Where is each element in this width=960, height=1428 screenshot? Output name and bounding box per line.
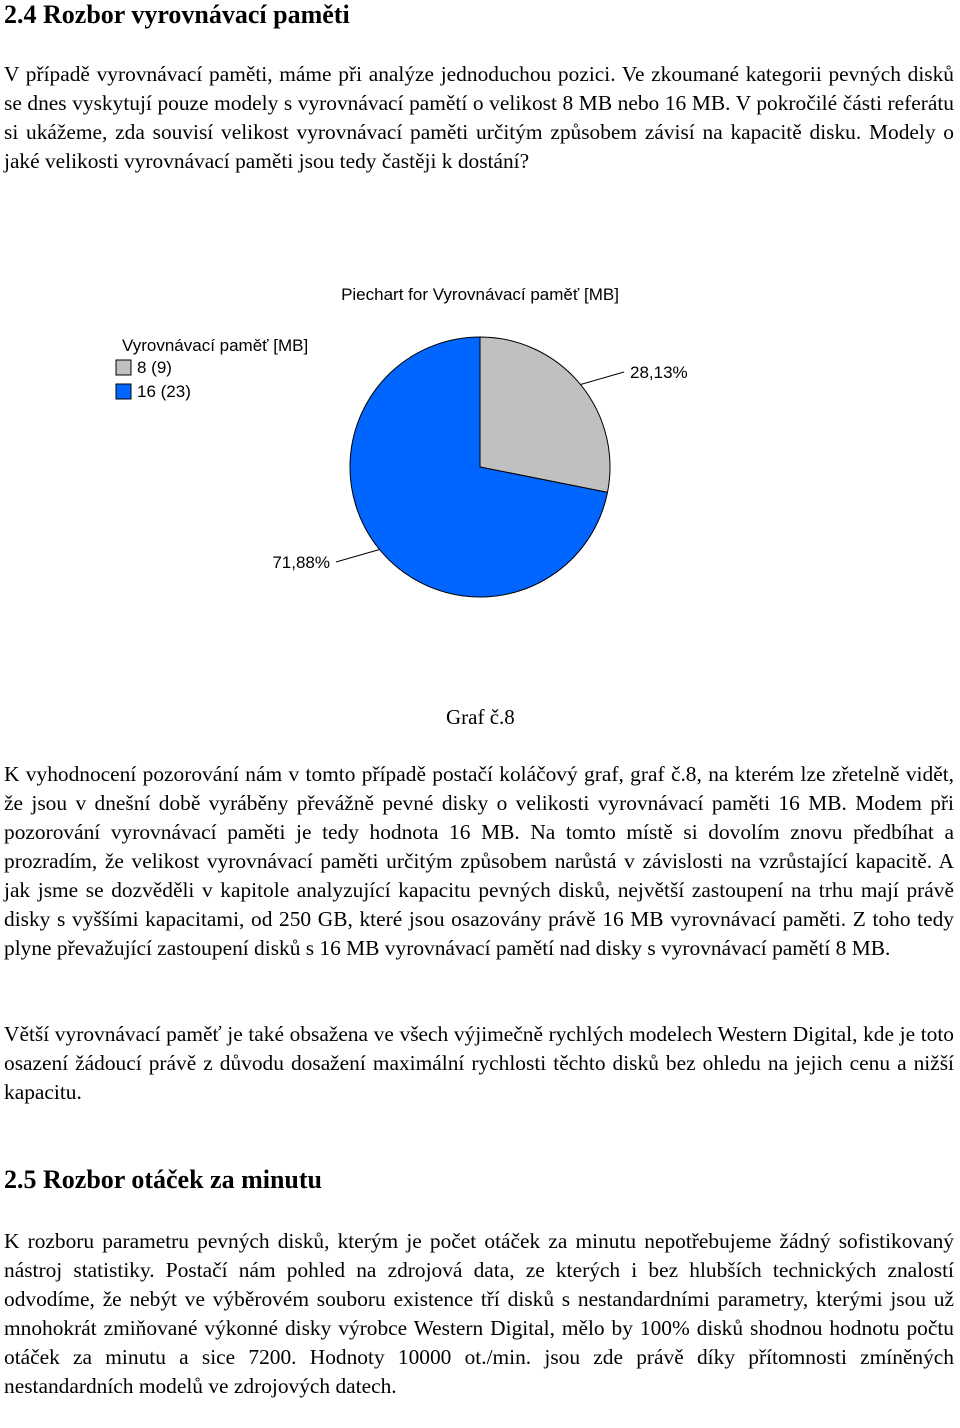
paragraph-western-digital: Větší vyrovnávací paměť je také obsažena ve všech výjimečně rychlých modelech Western Digital, kde je toto osazení žádoucí právě z důvodu dosažení maximální rychlosti těchto disků bez ohledu na jejich cenu a nižší kapacitu. — [4, 1022, 954, 1104]
pie-slices — [350, 337, 610, 597]
pie-chart — [0, 270, 960, 700]
section-heading-2-5: 2.5 Rozbor otáček za minutu — [4, 1165, 323, 1194]
pie-percent-label-0: 28,13% — [630, 363, 688, 382]
pie-slice-0 — [480, 337, 610, 492]
pie-percent-label-1: 71,88% — [272, 553, 330, 572]
chart-title: Piechart for Vyrovnávací paměť [MB] — [341, 285, 619, 304]
paragraph-cache-evaluation: K vyhodnocení pozorování nám v tomto případě postačí koláčový graf, graf č.8, na kterém lze zřetelně vidět, že jsou v dnešní době vyráběny převážně pevné disky o velikosti vyrovnávací paměti 16 MB. Modem při pozorování vyrovnávací paměti je tedy hodnota 16 MB. Na tomto místě si dovolím znovu předbíhat a prozradím, že velikost vyrovnávací paměti určitým způsobem narůstá v závislosti na vzrůstající kapacitě. A jak jsme se dozvěděli v kapitole analyzující kapacitu pevných disků, největší zastoupení na trhu mají právě disky s vyššími kapacitami, od 250 GB, které jsou osazovány právě 16 MB vyrovnávací paměti. Z toho tedy plyne převažující zastoupení disků s 16 MB vyrovnávací pamětí nad disky s vyrovnávací pamětí 8 MB. — [4, 762, 954, 960]
chart-legend — [116, 358, 191, 401]
pie-chart-svg — [0, 270, 960, 700]
pie-leader-line-0 — [580, 372, 624, 385]
legend-swatch-0 — [116, 360, 131, 375]
legend-label-1: 16 (23) — [137, 382, 191, 401]
paragraph-rpm: K rozboru parametru pevných disků, kterým je počet otáček za minutu nepotřebujeme žádný sofistikovaný nástroj statistiky. Postačí nám pohled na zdrojová data, ze kterých i bez hlubších technických znalostí odvodíme, že nebýt ve výběrovém souboru existence tří disků s nestandardními parametry, kterými jsou už mnohokrát zmiňované výkonné disky výrobce Western Digital, mělo by 100% disků shodnou hodnotu počtu otáček za minutu a sice 7200. Hodnoty 10000 ot./min. jsou zde právě díky přítomnosti zmíněných nestandardních modelů ve zdrojových datech. — [4, 1229, 954, 1398]
figure-caption: Graf č.8 — [446, 705, 515, 729]
legend-title: Vyrovnávací paměť [MB] — [122, 336, 309, 355]
legend-label-0: 8 (9) — [137, 358, 172, 377]
paragraph-cache-intro: V případě vyrovnávací paměti, máme při analýze jednoduchou pozici. Ve zkoumané kategorii pevných disků se dnes vyskytují pouze modely s vyrovnávací pamětí o velikost 8 MB nebo 16 MB. V pokročilé části referátu si ukážeme, zda souvisí velikost vyrovnávací paměti určitým způsobem závisí na kapacitě disku. Modely o jaké velikosti vyrovnávací paměti jsou tedy častěji k dostání? — [4, 62, 954, 173]
legend-swatch-1 — [116, 384, 131, 399]
section-heading-2-4: 2.4 Rozbor vyrovnávací paměti — [4, 0, 350, 29]
pie-leader-line-1 — [336, 549, 380, 562]
